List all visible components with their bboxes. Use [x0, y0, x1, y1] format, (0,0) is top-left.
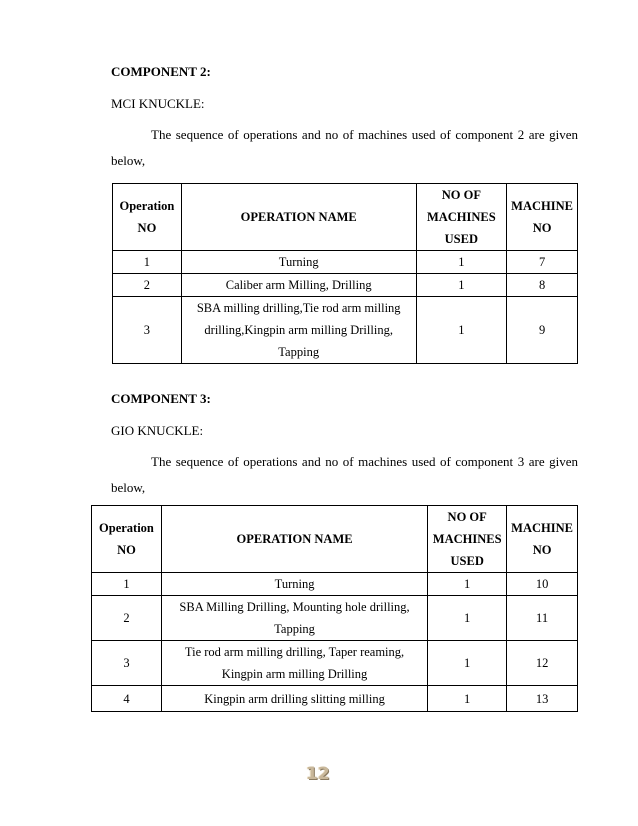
table-header-row: [92, 506, 578, 573]
col-header-machines-used: NO OF MACHINES USED: [428, 506, 507, 573]
cell-machines: 1: [416, 251, 507, 274]
component3-subheading: GIO KNUCKLE:: [111, 423, 204, 438]
col-header-machine-no: MACHINE NO: [507, 184, 578, 251]
cell-machine-no: 7: [507, 251, 578, 274]
cell-op-name: SBA Milling Drilling, Mounting hole drilling, Tapping: [161, 596, 427, 641]
cell-machines: 1: [416, 274, 507, 297]
table-row: [92, 596, 578, 641]
cell-op-no: 3: [113, 297, 182, 364]
table-row: [92, 641, 578, 686]
cell-op-name: Kingpin arm drilling slitting milling: [161, 686, 427, 712]
cell-op-name: SBA milling drilling,Tie rod arm milling drilling,Kingpin arm milling Drilling, Tapping: [181, 297, 416, 364]
cell-op-no: 1: [92, 573, 162, 596]
cell-op-no: 2: [92, 596, 162, 641]
cell-op-no: 3: [92, 641, 162, 686]
cell-machines: 1: [428, 596, 507, 641]
cell-machines: 1: [428, 641, 507, 686]
component2-heading: COMPONENT 2:: [111, 64, 211, 79]
table-row: [113, 297, 578, 364]
component2-table: [112, 183, 578, 364]
component3-paragraph: The sequence of operations and no of machines used of component 3 are given below,: [111, 454, 578, 495]
cell-op-name: Caliber arm Milling, Drilling: [181, 274, 416, 297]
table-row: [113, 274, 578, 297]
table-row: [113, 251, 578, 274]
component2-subheading: MCI KNUCKLE:: [111, 96, 205, 111]
cell-op-no: 1: [113, 251, 182, 274]
cell-machine-no: 10: [507, 573, 578, 596]
cell-op-no: 2: [113, 274, 182, 297]
col-header-operation-name: OPERATION NAME: [181, 184, 416, 251]
table-row: [92, 686, 578, 712]
component2-paragraph: The sequence of operations and no of machines used of component 2 are given below,: [111, 127, 578, 168]
table-header-row: [113, 184, 578, 251]
cell-op-name: Turning: [181, 251, 416, 274]
component3-table: [91, 505, 578, 712]
cell-machine-no: 11: [507, 596, 578, 641]
col-header-operation-name: OPERATION NAME: [161, 506, 427, 573]
cell-machines: 1: [428, 573, 507, 596]
col-header-operation-no: Operation NO: [92, 506, 162, 573]
cell-machines: 1: [428, 686, 507, 712]
col-header-machines-used: NO OF MACHINES USED: [416, 184, 507, 251]
cell-machines: 1: [416, 297, 507, 364]
col-header-operation-no: Operation NO: [113, 184, 182, 251]
cell-machine-no: 12: [507, 641, 578, 686]
col-header-machine-no: MACHINE NO: [507, 506, 578, 573]
cell-op-name: Tie rod arm milling drilling, Taper reaming, Kingpin arm milling Drilling: [161, 641, 427, 686]
table-row: [92, 573, 578, 596]
cell-machine-no: 9: [507, 297, 578, 364]
cell-machine-no: 13: [507, 686, 578, 712]
cell-op-name: Turning: [161, 573, 427, 596]
component3-heading: COMPONENT 3:: [111, 391, 211, 406]
cell-machine-no: 8: [507, 274, 578, 297]
cell-op-no: 4: [92, 686, 162, 712]
page-number: 12: [306, 764, 330, 784]
